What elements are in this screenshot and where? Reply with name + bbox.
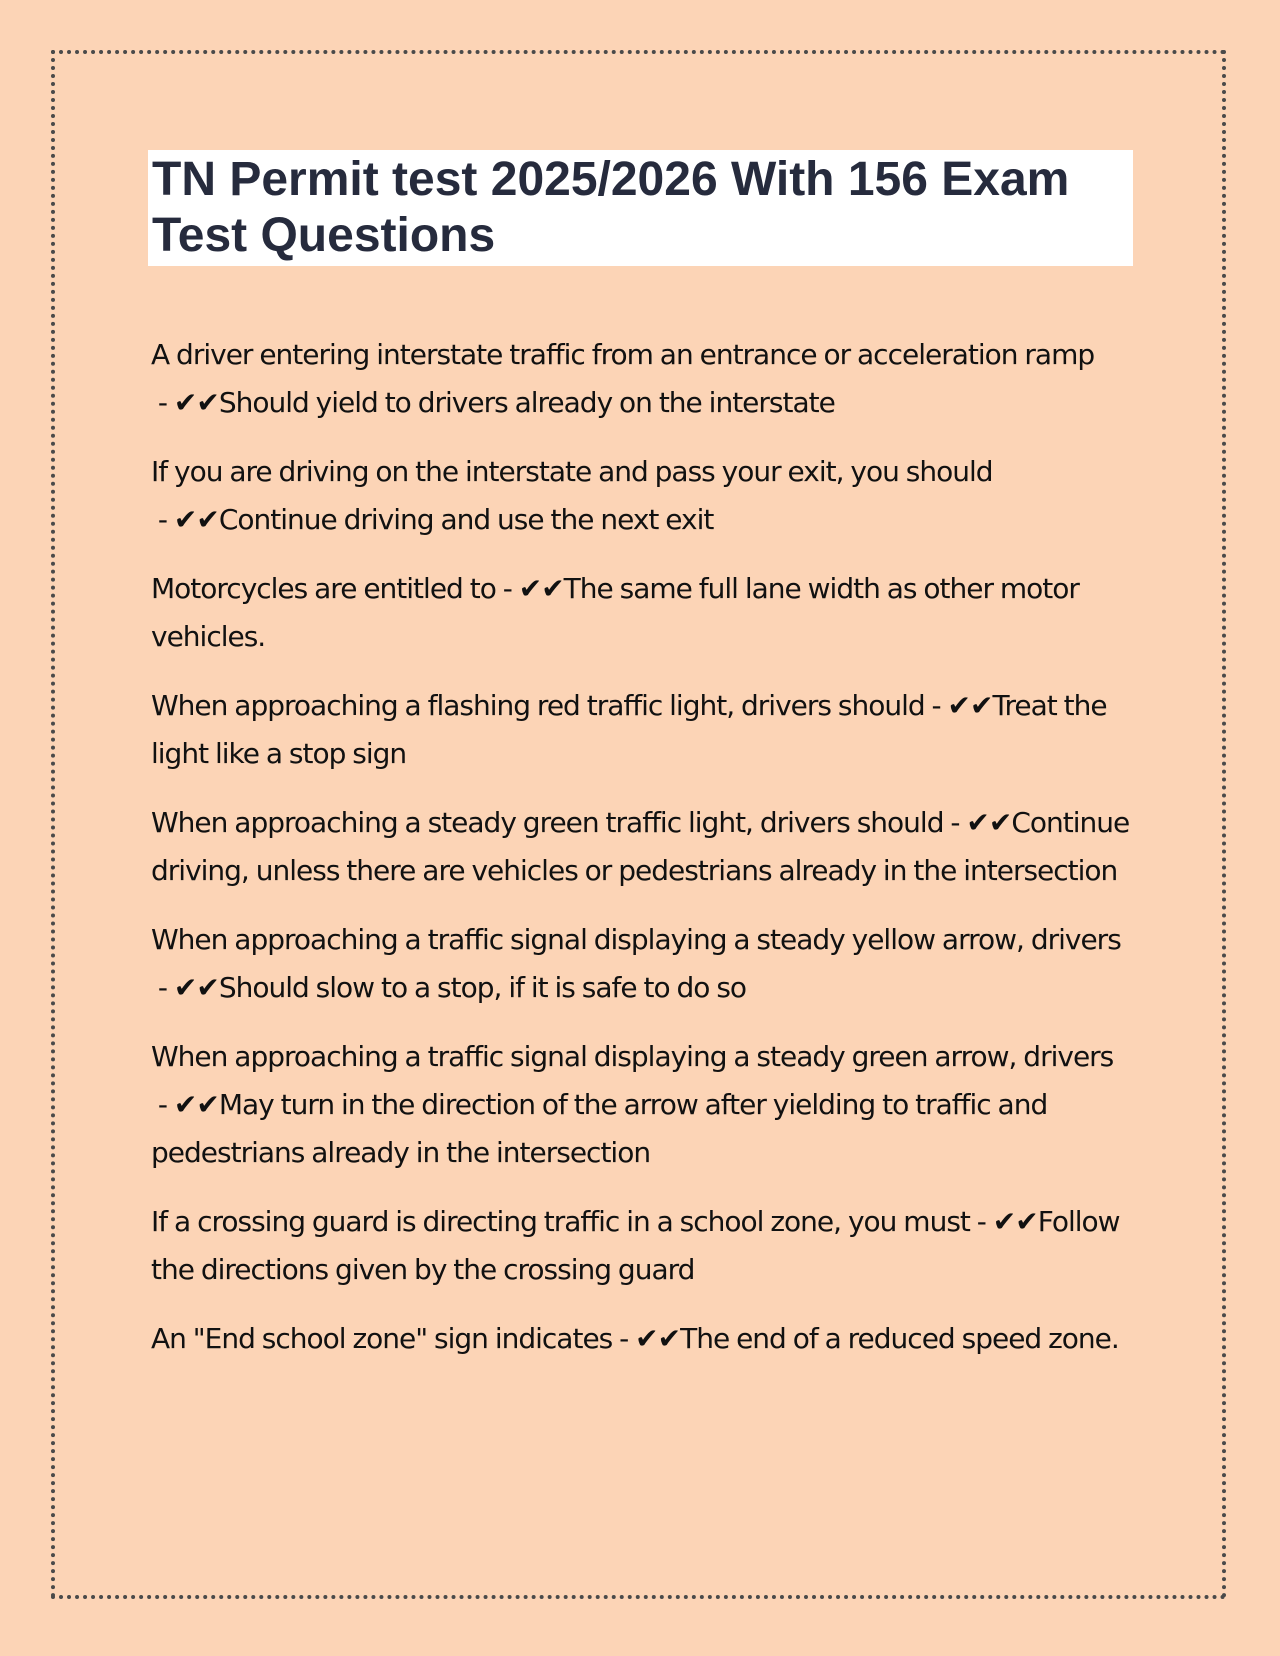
answer-text: The end of a reduced speed zone.: [680, 1322, 1119, 1355]
answer-text: Treat the light like a stop sign: [151, 689, 1107, 770]
qa-list: [151, 331, 1141, 1384]
answer-text: Continue driving and use the next exit: [218, 503, 714, 536]
question-text: When approaching a traffic signal displaying a steady yellow arrow, drivers: [151, 923, 1121, 956]
qa-item: [151, 565, 1141, 661]
page-title: TN Permit test 2025/2026 With 156 Exam Test Questions: [152, 153, 1070, 262]
question-text: An "End school zone" sign indicates: [151, 1322, 613, 1355]
answer-text: Follow the directions given by the crossing guard: [151, 1205, 1120, 1286]
answer-separator: - ✔✔: [612, 1322, 681, 1355]
answer-text: Should slow to a stop, if it is safe to do so: [218, 971, 747, 1004]
answer-separator: - ✔✔: [151, 971, 219, 1004]
qa-item: [151, 1033, 1141, 1177]
answer-separator: - ✔✔: [969, 1205, 1038, 1238]
question-text: If a crossing guard is directing traffic in a school zone, you must: [151, 1205, 970, 1238]
qa-item: [151, 799, 1141, 895]
answer-separator: - ✔✔: [151, 1088, 219, 1121]
answer-separator: - ✔✔: [495, 572, 564, 605]
question-text: When approaching a steady green traffic light, drivers should: [151, 806, 944, 839]
question-text: When approaching a flashing red traffic light, drivers should: [151, 689, 925, 722]
question-text: A driver entering interstate traffic from an entrance or acceleration ramp: [151, 338, 1095, 371]
answer-separator: - ✔✔: [943, 806, 1012, 839]
answer-text: Should yield to drivers already on the interstate: [218, 386, 835, 419]
qa-item: [151, 916, 1141, 1012]
qa-item: [151, 331, 1141, 427]
answer-separator: - ✔✔: [151, 386, 219, 419]
question-text: Motorcycles are entitled to: [151, 572, 496, 605]
qa-item: [151, 1198, 1141, 1294]
question-text: When approaching a traffic signal displaying a steady green arrow, drivers: [151, 1040, 1114, 1073]
answer-separator: - ✔✔: [151, 503, 219, 536]
title-box: [148, 150, 1133, 266]
qa-item: [151, 682, 1141, 778]
answer-text: May turn in the direction of the arrow after yielding to traffic and pedestrians already in the intersection: [151, 1088, 1048, 1169]
question-text: If you are driving on the interstate and pass your exit, you should: [151, 455, 993, 488]
qa-item: [151, 448, 1141, 544]
answer-separator: - ✔✔: [924, 689, 993, 722]
answer-text: The same full lane width as other motor vehicles.: [151, 572, 1079, 653]
qa-item: [151, 1315, 1141, 1363]
answer-text: Continue driving, unless there are vehicles or pedestrians already in the intersection: [151, 806, 1130, 887]
